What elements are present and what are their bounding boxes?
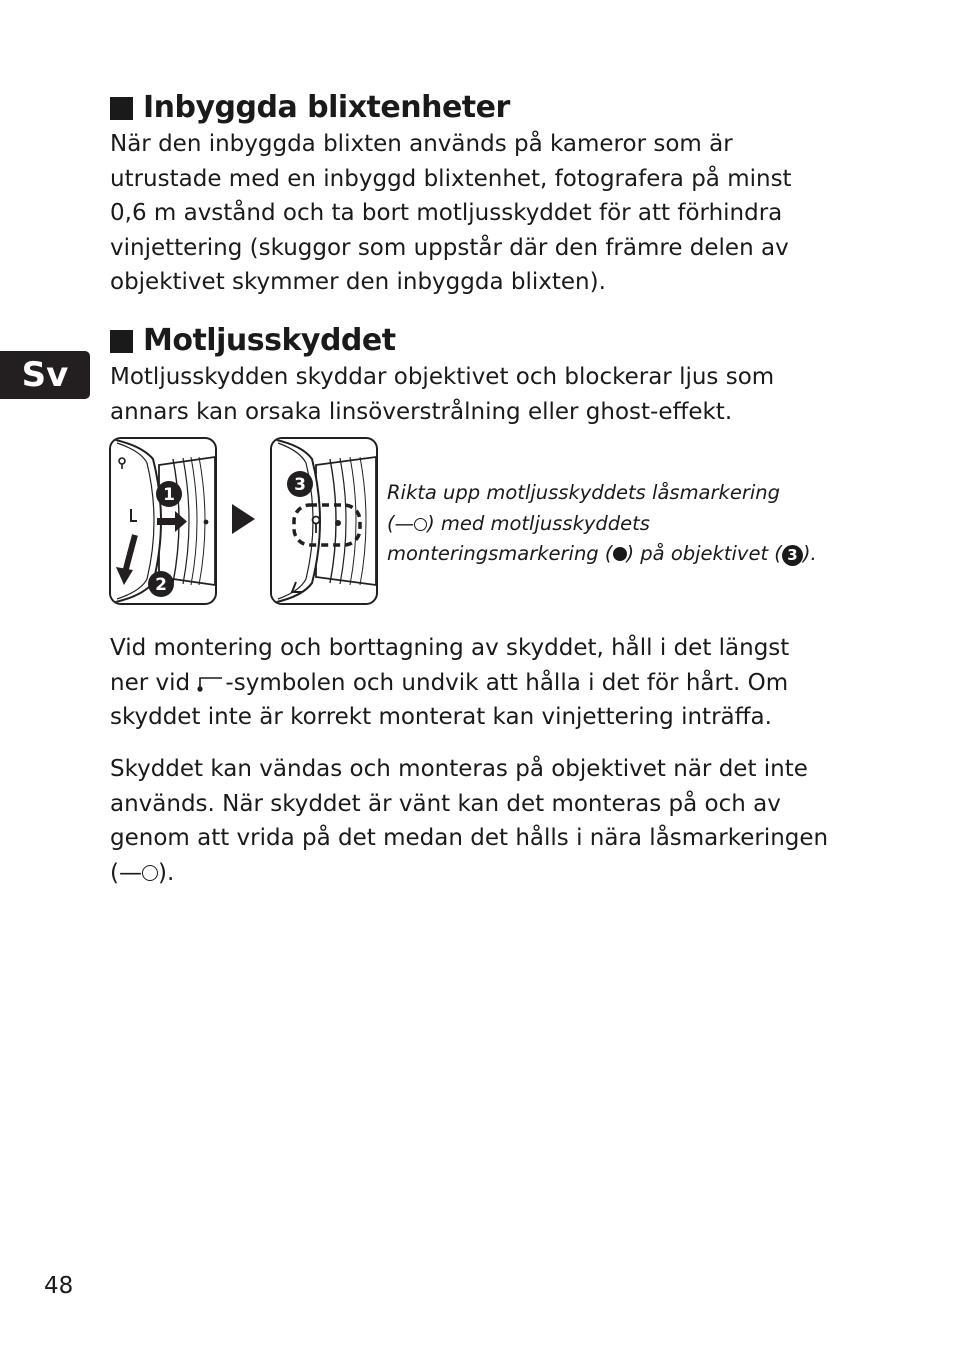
square-bullet-icon <box>110 97 133 120</box>
text-line: genom att vrida på det medan det hålls i nära låsmarkeringen <box>110 825 829 852</box>
section-heading-text: Motljusskyddet <box>143 323 396 358</box>
step-2-number: 2 <box>155 575 167 595</box>
text-line: ner vid <box>110 669 198 696</box>
illustration-align-marks <box>270 437 378 605</box>
step-3-badge: 3 <box>782 545 803 566</box>
text-line: annars kan orsaka linsöverstrålning eller ghost-effekt. <box>110 398 733 425</box>
text-line: När den inbyggda blixten används på kameror som är <box>110 131 733 157</box>
language-tab: Sv <box>0 351 90 399</box>
text-line: -symbolen och undvik att hålla i det för hårt. Om <box>225 669 789 696</box>
body-paragraph-mounting <box>110 631 789 735</box>
lock-mark-circle-icon <box>142 865 158 881</box>
caption-text: ) med motljusskyddets <box>427 511 650 535</box>
body-paragraph-reverse <box>110 752 828 890</box>
text-line: Vid montering och borttagning av skyddet, håll i det längst <box>110 635 790 661</box>
figure-caption <box>387 478 817 570</box>
lock-mark-circle-icon <box>414 518 427 531</box>
text-line: vinjettering (skuggor som uppstår där den främre delen av <box>110 234 789 261</box>
caption-text: monteringsmarkering ( <box>387 542 613 566</box>
caption-line: Rikta upp motljusskyddets låsmarkering <box>387 481 780 504</box>
lens-hood-drawing <box>111 439 215 603</box>
hood-grip-symbol-icon <box>197 668 223 684</box>
text-line: 0,6 m avstånd och ta bort motljusskyddet för att förhindra <box>110 200 783 227</box>
text-line: objektivet skymmer den inbyggda blixten). <box>110 269 606 296</box>
section-heading-built-in-flash <box>110 90 510 126</box>
text-line: används. När skyddet är vänt kan det monteras på och av <box>110 790 781 817</box>
section-heading-lens-hood <box>110 323 396 359</box>
section-heading-text: Inbyggda blixtenheter <box>143 90 510 125</box>
body-paragraph-hood <box>110 360 774 429</box>
step-1-number: 1 <box>163 485 175 505</box>
text-line: ). <box>157 859 175 886</box>
next-step-arrow-icon <box>232 504 255 534</box>
mounting-dot-icon <box>613 547 627 561</box>
text-line: Motljusskydden skyddar objektivet och blockerar ljus som <box>110 364 775 390</box>
lens-hood-aligned-drawing <box>272 439 376 603</box>
square-bullet-icon <box>110 330 133 353</box>
caption-text: ) på objektivet ( <box>626 542 782 566</box>
text-line: skyddet inte är korrekt monterat kan vinjettering inträffa. <box>110 704 772 731</box>
step-3-number: 3 <box>294 475 306 495</box>
caption-text: (— <box>387 511 415 535</box>
text-line: utrustade med en inbyggd blixtenhet, fotografera på minst <box>110 165 792 192</box>
page-number: 48 <box>44 1273 74 1299</box>
text-line: Skyddet kan vändas och monteras på objektivet när det inte <box>110 756 808 782</box>
body-paragraph-flash <box>110 127 792 300</box>
caption-text: ). <box>802 542 817 566</box>
illustration-attach-hood <box>109 437 217 605</box>
text-line: (— <box>110 859 142 886</box>
